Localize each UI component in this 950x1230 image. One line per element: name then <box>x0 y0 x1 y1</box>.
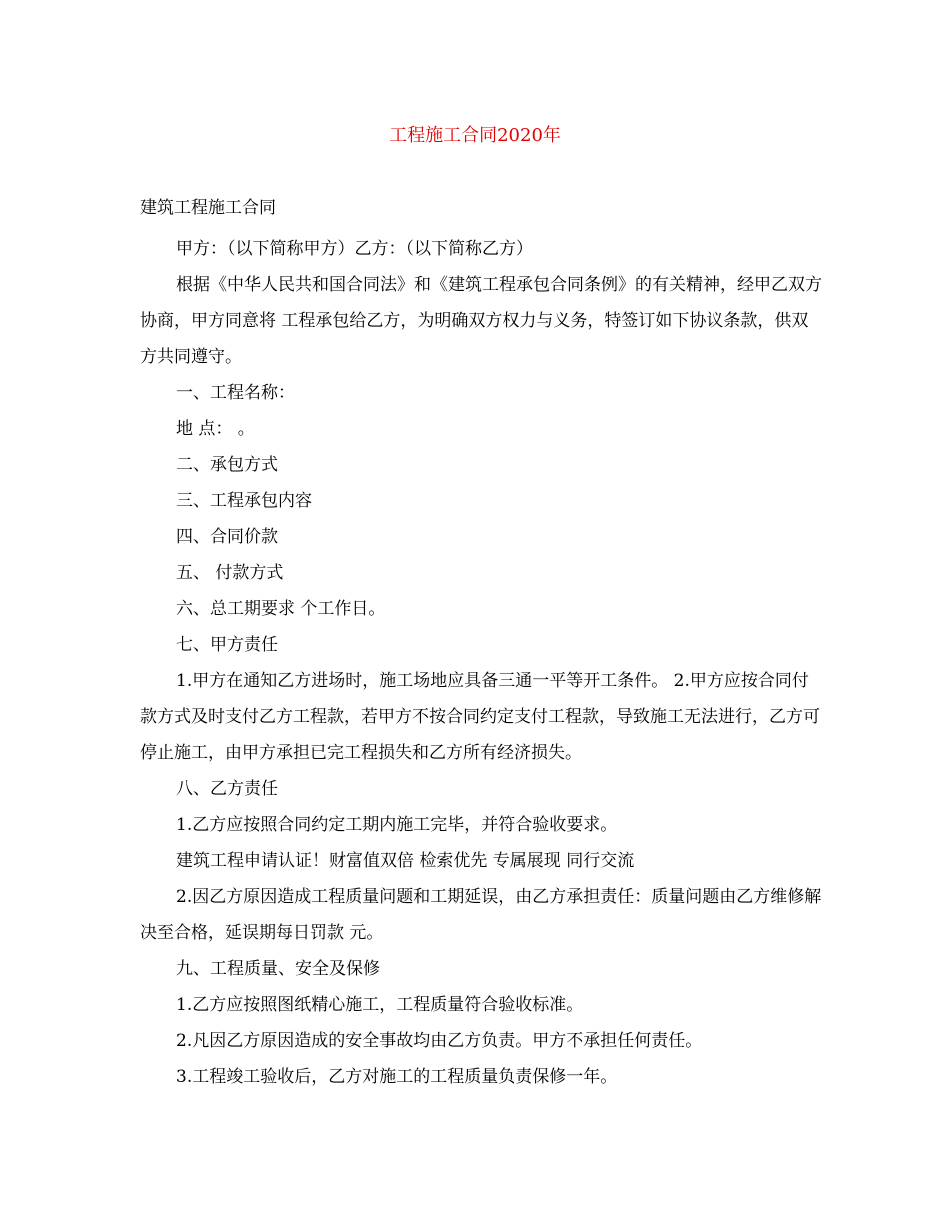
clause-price: 四、合同价款 <box>176 527 278 547</box>
promo-line: 建筑工程申请认证！财富值双倍 检索优先 专属展现 同行交流 <box>176 851 635 871</box>
clause-scope: 三、工程承包内容 <box>176 491 312 511</box>
clause-payment: 五、 付款方式 <box>176 563 284 583</box>
clause-party-b-item-1: 1.乙方应按照合同约定工期内施工完毕，并符合验收要求。 <box>176 815 618 835</box>
clause-duration: 六、总工期要求 个工作日。 <box>176 599 386 619</box>
clause-quality-item-3: 3.工程竣工验收后，乙方对施工的工程质量负责保修一年。 <box>176 1067 618 1087</box>
clause-party-a-heading: 七、甲方责任 <box>176 635 278 655</box>
document-body <box>140 231 822 1095</box>
clause-party-b-heading: 八、乙方责任 <box>176 779 278 799</box>
document-subtitle: 建筑工程施工合同 <box>140 198 276 218</box>
paragraph-parties: 甲方：（以下简称甲方）乙方：（以下简称乙方） <box>176 239 533 259</box>
clause-location: 地 点： 。 <box>176 419 255 439</box>
document-title: 工程施工合同2020年 <box>389 125 561 146</box>
clause-party-b-item-2: 2.因乙方原因造成工程质量问题和工期延误，由乙方承担责任：质量问题由乙方维修解决至合格，延误期每日罚款 元。 <box>140 887 822 943</box>
clause-quality-item-2: 2.凡因乙方原因造成的安全事故均由乙方负责。甲方不承担任何责任。 <box>176 1031 703 1051</box>
clause-project-name: 一、工程名称： <box>176 383 295 403</box>
clause-contract-method: 二、承包方式 <box>176 455 278 475</box>
clause-party-a-details: 1.甲方在通知乙方进场时，施工场地应具备三通一平等开工条件。 2.甲方应按合同付款方式及时支付乙方工程款，若甲方不按合同约定支付工程款，导致施工无法进行，乙方可停止施工，由甲方承担已完工程损失和乙方所有经济损失。 <box>140 671 820 763</box>
clause-quality-heading: 九、工程质量、安全及保修 <box>176 959 380 979</box>
clause-quality-item-1: 1.乙方应按照图纸精心施工，工程质量符合验收标准。 <box>176 995 584 1015</box>
paragraph-preamble: 根据《中华人民共和国合同法》和《建筑工程承包合同条例》的有关精神，经甲乙双方协商，甲方同意将 工程承包给乙方，为明确双方权力与义务，特签订如下协议条款，供双方共同遵守。 <box>140 275 822 367</box>
